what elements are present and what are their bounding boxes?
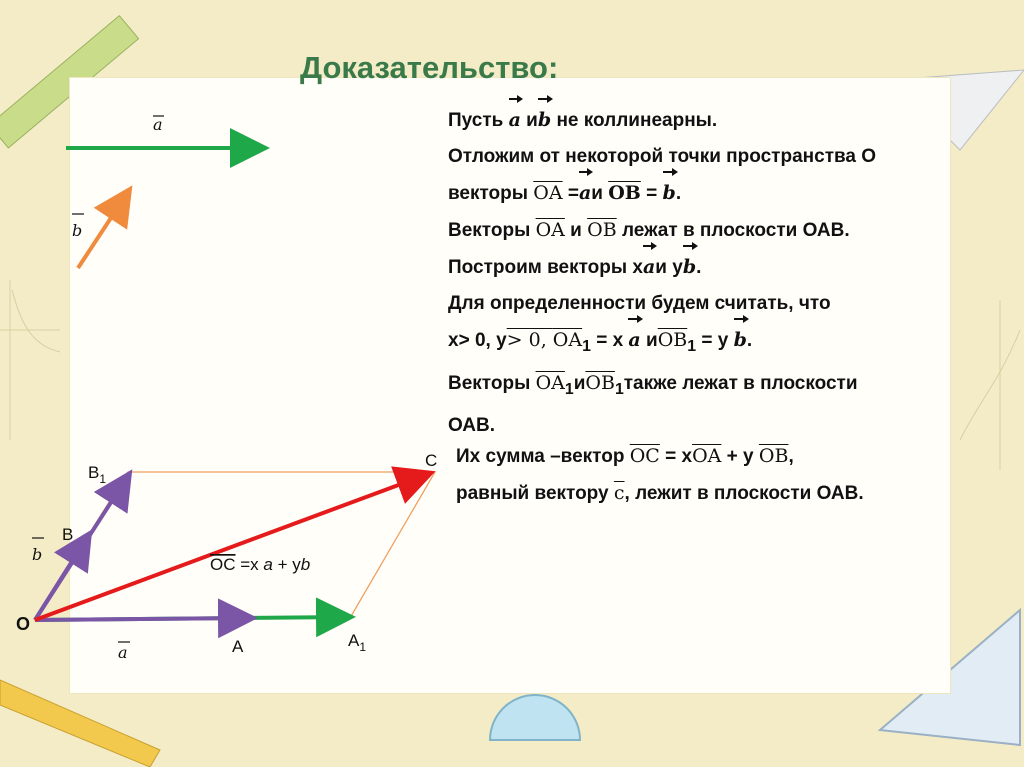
vector-OA: $\overline{OA}$ xyxy=(535,219,565,241)
vector-b-label: b xyxy=(72,221,83,240)
point-C-label: C xyxy=(425,451,438,470)
text-fragment: > 0, xyxy=(506,329,553,351)
vector-OA-arrow xyxy=(35,618,250,620)
vector-a: a xyxy=(509,102,521,138)
side-b-label: b xyxy=(32,545,43,564)
point-B1-label: $B_1$ xyxy=(88,463,107,486)
text-fragment: и xyxy=(591,183,609,204)
vector-b: b xyxy=(683,249,696,285)
text-fragment: Пусть xyxy=(448,110,509,131)
vector-OB1: $\overline{OB}$ xyxy=(657,329,688,351)
vector-b-arrow xyxy=(78,192,128,268)
text-fragment: х xyxy=(448,330,459,351)
point-O-label: O xyxy=(16,614,31,634)
proof-line-9: ОАВ. xyxy=(448,414,496,436)
vector-b: b xyxy=(663,175,676,211)
vector-OB: $\overline{OB}$ xyxy=(758,445,789,467)
oc-formula-text: OC =x a + yb xyxy=(210,555,311,574)
vector-OA: $\overline{OA}$ xyxy=(692,445,722,467)
text-fragment: . xyxy=(696,257,702,278)
text-fragment: равный вектору xyxy=(456,483,614,504)
text-fragment: , xyxy=(788,446,794,467)
text-fragment: . xyxy=(746,330,753,351)
text-fragment: также лежат в плоскости xyxy=(623,372,858,394)
text-fragment: векторы xyxy=(448,183,534,204)
vector-OC: $\overline{OC}$ xyxy=(629,445,660,467)
text-fragment: > 0, у xyxy=(458,330,507,351)
vector-OB1: $\overline{OB}$ xyxy=(585,371,615,394)
vector-OA1: $\overline{OA}$ xyxy=(552,329,583,351)
text-fragment: = xyxy=(562,183,579,204)
vector-OA1: $\overline{OA}$ xyxy=(535,371,565,394)
subscript: 1 xyxy=(687,337,697,355)
text-fragment: = у xyxy=(696,330,734,351)
text-fragment: Построим векторы х xyxy=(448,257,643,278)
text-fragment: = xyxy=(640,183,663,204)
vector-OC-arrow xyxy=(35,474,428,620)
proof-line-2: Отложим от некоторой точки пространства O xyxy=(448,146,877,167)
vector-a: a xyxy=(643,249,655,285)
text-fragment: Векторы xyxy=(448,372,536,394)
text-fragment: , лежит в плоскости ОАВ. xyxy=(624,483,864,504)
text-fragment: и xyxy=(520,110,538,131)
text-fragment: и xyxy=(640,330,658,351)
vector-OB: $\overline{OB}$ xyxy=(608,182,641,204)
text-fragment: лежат в плоскости ОАВ. xyxy=(616,220,850,241)
point-A1-label: $A_1$ xyxy=(348,631,367,654)
subscript: 1 xyxy=(582,337,591,355)
text-fragment: + у xyxy=(721,446,759,467)
vector-OB: $\overline{OB}$ xyxy=(587,219,617,241)
vector-OA: $\overline{OA}$ xyxy=(533,182,563,204)
text-fragment: = x xyxy=(590,330,629,351)
vector-b: b xyxy=(538,102,551,138)
vector-OB-arrow xyxy=(35,536,88,620)
text-fragment: = х xyxy=(659,446,693,467)
vector-a: a xyxy=(628,322,640,358)
bottom-a-label: a xyxy=(118,643,128,662)
text-fragment: не коллинеарны. xyxy=(551,110,718,131)
vector-c: $\overline{c}$ xyxy=(613,482,625,504)
subscript: 1 xyxy=(614,380,624,398)
vector-a-label: a xyxy=(153,115,163,134)
text-fragment: . xyxy=(675,183,682,204)
text-fragment: Их сумма –вектор xyxy=(456,446,630,467)
text-fragment: и у xyxy=(655,257,683,278)
oc-formula xyxy=(210,555,310,574)
vector-b: b xyxy=(734,322,747,358)
point-B-label: B xyxy=(62,525,74,544)
text-fragment: и xyxy=(564,220,588,241)
page-title: Доказательство: xyxy=(300,50,559,85)
subscript: 1 xyxy=(564,380,574,398)
text-fragment: Векторы xyxy=(448,220,536,241)
point-A-label: A xyxy=(232,637,244,656)
proof-line-6: Для определенности будем считать, что xyxy=(448,293,831,314)
vector-a: a xyxy=(579,175,591,211)
text-fragment: и xyxy=(573,372,586,394)
